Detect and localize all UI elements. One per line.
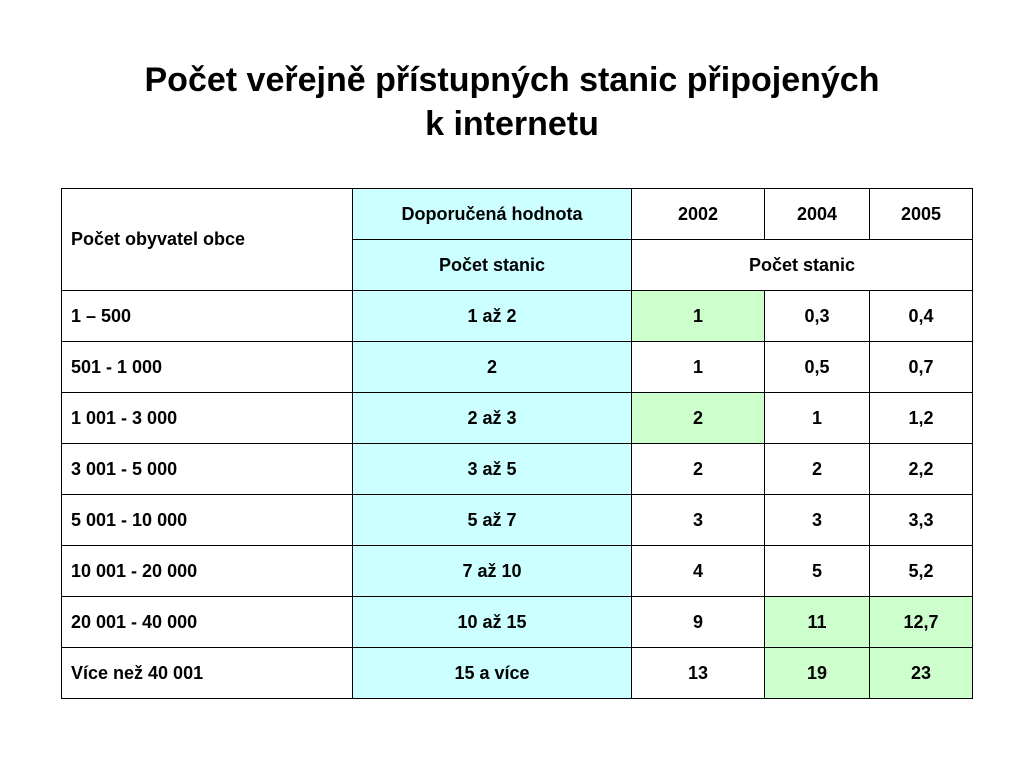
- page-title: [0, 58, 1024, 146]
- recommended-cell: 2 až 3: [353, 393, 632, 444]
- value-2002-cell: 13: [632, 648, 765, 699]
- year-header-2005: 2005: [870, 189, 973, 240]
- value-2004-cell: 11: [765, 597, 870, 648]
- value-2004-cell: 1: [765, 393, 870, 444]
- recommended-cell: 5 až 7: [353, 495, 632, 546]
- header-row: [62, 189, 973, 240]
- table-row: [62, 648, 973, 699]
- table-row: [62, 546, 973, 597]
- value-2005-cell: 0,4: [870, 291, 973, 342]
- recommended-subheader-cell: Počet stanic: [353, 240, 632, 291]
- table-row: [62, 291, 973, 342]
- value-2005-cell: 5,2: [870, 546, 973, 597]
- value-2005-cell: 0,7: [870, 342, 973, 393]
- value-2004-cell: 0,5: [765, 342, 870, 393]
- population-cell: 1 – 500: [62, 291, 353, 342]
- population-cell: 5 001 - 10 000: [62, 495, 353, 546]
- value-2004-cell: 19: [765, 648, 870, 699]
- recommended-cell: 15 a více: [353, 648, 632, 699]
- value-2002-cell: 1: [632, 291, 765, 342]
- value-2004-cell: 3: [765, 495, 870, 546]
- value-2002-cell: 2: [632, 444, 765, 495]
- value-2004-cell: 2: [765, 444, 870, 495]
- recommended-header-cell: Doporučená hodnota: [353, 189, 632, 240]
- value-2005-cell: 23: [870, 648, 973, 699]
- year-header-2004: 2004: [765, 189, 870, 240]
- value-2004-cell: 5: [765, 546, 870, 597]
- value-2002-cell: 9: [632, 597, 765, 648]
- recommended-cell: 10 až 15: [353, 597, 632, 648]
- title-line-2: k internetu: [425, 105, 599, 143]
- recommended-cell: 7 až 10: [353, 546, 632, 597]
- population-cell: 3 001 - 5 000: [62, 444, 353, 495]
- population-cell: 20 001 - 40 000: [62, 597, 353, 648]
- title-line-1: Počet veřejně přístupných stanic připojených: [144, 61, 880, 99]
- population-cell: Více než 40 001: [62, 648, 353, 699]
- population-cell: 10 001 - 20 000: [62, 546, 353, 597]
- value-2005-cell: 1,2: [870, 393, 973, 444]
- population-cell: 1 001 - 3 000: [62, 393, 353, 444]
- table-row: [62, 342, 973, 393]
- year-header-2002: 2002: [632, 189, 765, 240]
- row-header-cell: Počet obyvatel obce: [62, 189, 353, 291]
- years-subheader-cell: Počet stanic: [632, 240, 973, 291]
- recommended-cell: 2: [353, 342, 632, 393]
- value-2005-cell: 2,2: [870, 444, 973, 495]
- table-row: [62, 495, 973, 546]
- stations-table: [61, 188, 973, 699]
- table-row: [62, 444, 973, 495]
- value-2002-cell: 4: [632, 546, 765, 597]
- value-2005-cell: 3,3: [870, 495, 973, 546]
- recommended-cell: 3 až 5: [353, 444, 632, 495]
- value-2005-cell: 12,7: [870, 597, 973, 648]
- value-2002-cell: 3: [632, 495, 765, 546]
- value-2004-cell: 0,3: [765, 291, 870, 342]
- table-row: [62, 393, 973, 444]
- value-2002-cell: 1: [632, 342, 765, 393]
- recommended-cell: 1 až 2: [353, 291, 632, 342]
- table-row: [62, 597, 973, 648]
- value-2002-cell: 2: [632, 393, 765, 444]
- population-cell: 501 - 1 000: [62, 342, 353, 393]
